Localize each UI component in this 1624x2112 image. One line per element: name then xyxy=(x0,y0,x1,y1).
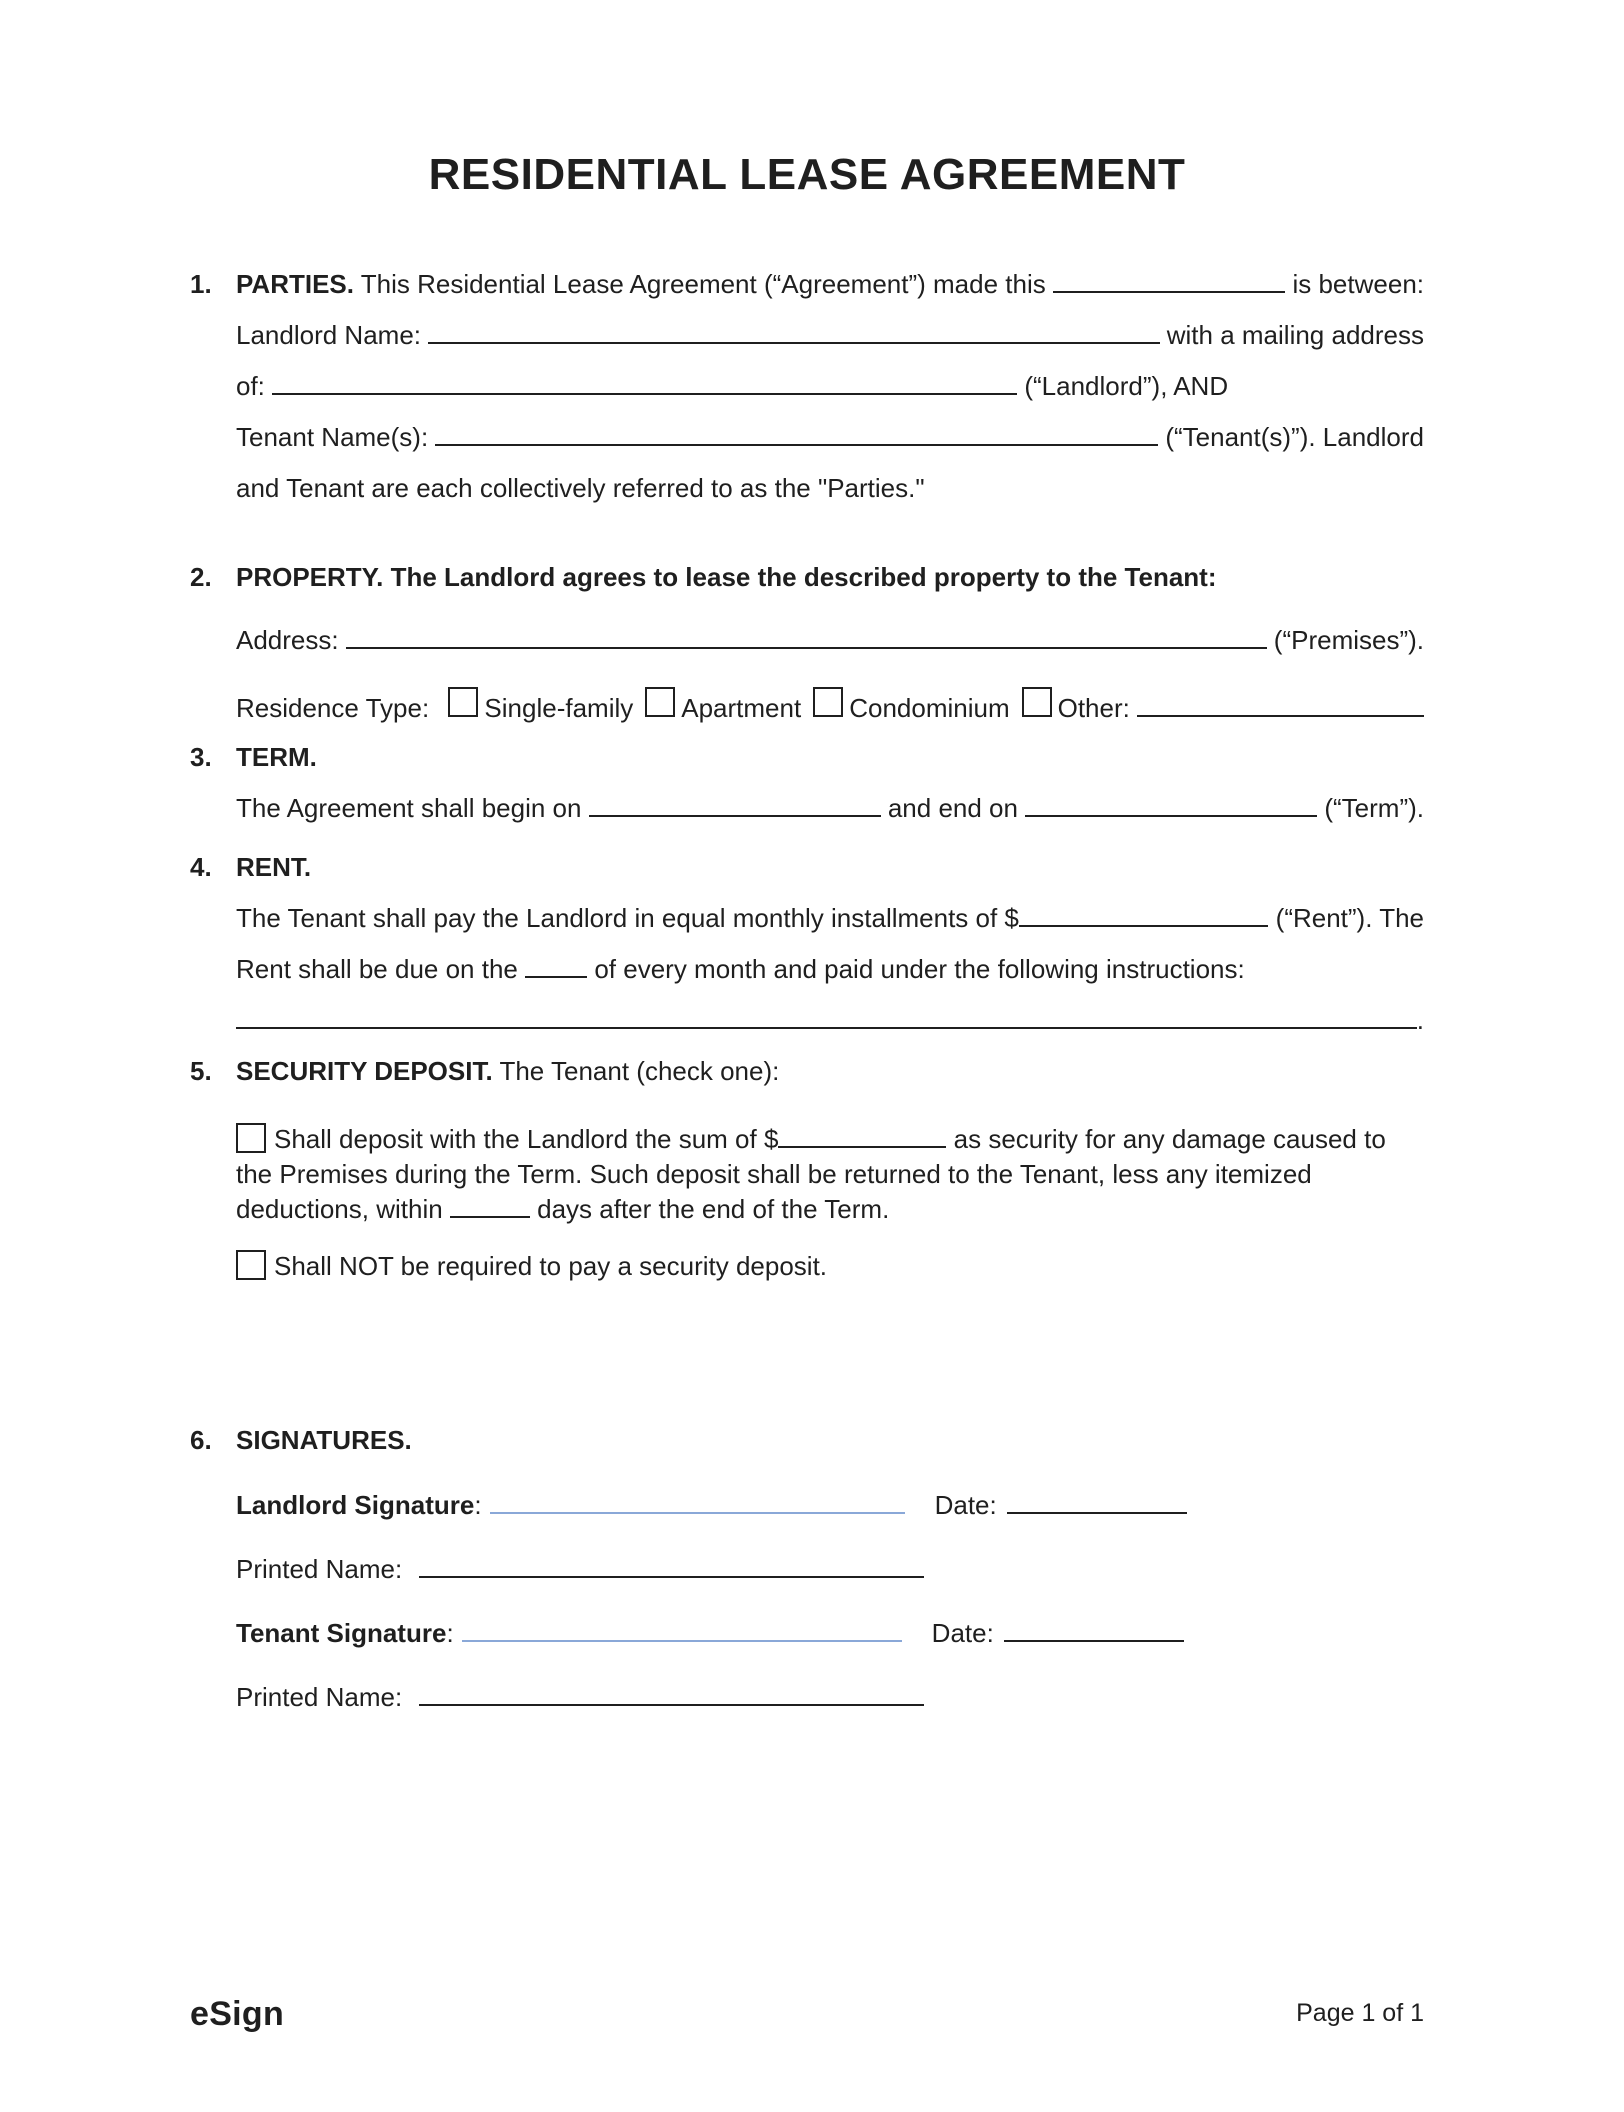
tenant-names-label: Tenant Name(s): xyxy=(236,422,436,452)
page-number: Page 1 of 1 xyxy=(1296,1999,1424,2027)
rent-due-line xyxy=(236,953,1424,986)
text-run: with a mailing address xyxy=(1159,320,1424,350)
landlord-signature-row xyxy=(236,1489,1424,1521)
blank-term-end-date[interactable] xyxy=(1025,815,1317,817)
printed-name-label: Printed Name: xyxy=(236,1682,410,1712)
parties-line-5 xyxy=(236,472,1424,505)
property-heading-line xyxy=(236,561,1424,594)
residence-type-label: Residence Type: xyxy=(236,693,437,723)
text-run: Shall deposit with the Landlord the sum of $ xyxy=(274,1124,779,1154)
checkbox-condominium[interactable] xyxy=(813,687,843,717)
section-signatures xyxy=(190,1424,1424,1713)
blank-deposit-return-days[interactable] xyxy=(450,1216,530,1218)
blank-payment-instructions[interactable] xyxy=(236,1027,1417,1029)
security-deposit-heading-line xyxy=(236,1055,1424,1088)
section-term xyxy=(190,741,1424,825)
section-number-2: 2. xyxy=(190,562,212,592)
blank-premises-address[interactable] xyxy=(346,647,1267,649)
landlord-signature-label: Landlord Signature xyxy=(236,1490,475,1520)
term-heading-line xyxy=(236,741,1424,774)
section-number-4: 4. xyxy=(190,852,212,882)
text-run: The Tenant (check one): xyxy=(492,1056,780,1086)
option-condominium-label: Condominium xyxy=(849,693,1010,723)
blank-rent-amount[interactable] xyxy=(1019,925,1269,927)
tenant-signature-line[interactable] xyxy=(462,1640,902,1642)
text-run: and Tenant are each collectively referred to as the "Parties." xyxy=(236,473,925,503)
security-deposit-heading: SECURITY DEPOSIT. xyxy=(236,1056,493,1086)
residence-type-line xyxy=(236,687,1424,725)
parties-line-3 xyxy=(236,370,1424,403)
term-heading: TERM. xyxy=(236,742,317,772)
text-run: (“Rent”). The xyxy=(1268,903,1424,933)
landlord-name-label: Landlord Name: xyxy=(236,320,429,350)
checkbox-no-deposit[interactable] xyxy=(236,1250,266,1280)
parties-line-2 xyxy=(236,319,1424,352)
property-address-line xyxy=(236,624,1424,657)
tenant-signature-label: Tenant Signature xyxy=(236,1618,447,1648)
text-run: This Residential Lease Agreement (“Agreement”) made this xyxy=(353,269,1053,299)
term-dates-line xyxy=(236,792,1424,825)
text-run: Shall NOT be required to pay a security deposit. xyxy=(274,1251,828,1281)
text-run: : xyxy=(474,1490,482,1520)
text-run: (“Tenant(s)”). Landlord xyxy=(1158,422,1424,452)
text-run: The Landlord agrees to lease the described property to the Tenant: xyxy=(383,562,1217,592)
section-rent xyxy=(190,851,1424,1037)
text-run: The Agreement shall begin on xyxy=(236,793,589,823)
blank-agreement-date[interactable] xyxy=(1053,291,1285,293)
tenant-signature-row xyxy=(236,1617,1424,1649)
rent-heading: RENT. xyxy=(236,852,312,882)
section-number-5: 5. xyxy=(190,1056,212,1086)
blank-rent-due-day[interactable] xyxy=(525,976,587,978)
address-label: Address: xyxy=(236,625,346,655)
text-run: (“Premises”). xyxy=(1266,625,1424,655)
option-apartment-label: Apartment xyxy=(681,693,802,723)
section-parties xyxy=(190,268,1424,505)
section-number-3: 3. xyxy=(190,742,212,772)
date-label: Date: xyxy=(931,1618,994,1648)
text-run: : xyxy=(446,1618,454,1648)
blank-term-start-date[interactable] xyxy=(589,815,881,817)
text-run: is between: xyxy=(1285,269,1424,299)
checkbox-deposit-required[interactable] xyxy=(236,1123,266,1153)
signatures-heading: SIGNATURES. xyxy=(236,1425,412,1455)
date-label: Date: xyxy=(934,1490,997,1520)
text-run: of every month and paid under the following instructions: xyxy=(587,954,1245,984)
tenant-printed-name[interactable] xyxy=(419,1704,924,1706)
text-run: The Tenant shall pay the Landlord in equal monthly installments of $ xyxy=(236,903,1019,933)
parties-heading: PARTIES. xyxy=(236,269,354,299)
blank-tenant-names[interactable] xyxy=(435,444,1158,446)
option-other-label: Other: xyxy=(1057,693,1138,723)
checkbox-single-family[interactable] xyxy=(448,687,478,717)
signatures-heading-line xyxy=(236,1424,1424,1457)
no-deposit-paragraph xyxy=(236,1249,1424,1284)
tenant-printed-name-row xyxy=(236,1681,1424,1713)
printed-name-label: Printed Name: xyxy=(236,1554,410,1584)
landlord-signature-date[interactable] xyxy=(1007,1512,1187,1514)
parties-line-4 xyxy=(236,421,1424,454)
section-property xyxy=(190,561,1424,725)
section-number-1: 1. xyxy=(190,269,212,299)
blank-landlord-name[interactable] xyxy=(428,342,1159,344)
blank-landlord-address[interactable] xyxy=(272,393,1017,395)
option-single-family-label: Single-family xyxy=(484,693,634,723)
rent-heading-line xyxy=(236,851,1424,884)
text-run: Rent shall be due on the xyxy=(236,954,526,984)
blank-deposit-amount[interactable] xyxy=(778,1146,946,1148)
parties-line-1 xyxy=(236,268,1424,301)
text-run: . xyxy=(1416,1005,1424,1035)
esign-logo: eSign xyxy=(190,1995,285,2033)
section-security-deposit xyxy=(190,1055,1424,1284)
landlord-printed-name-row xyxy=(236,1553,1424,1585)
payment-instructions-line xyxy=(236,1004,1424,1037)
deposit-required-paragraph xyxy=(236,1122,1424,1227)
text-run: and end on xyxy=(880,793,1026,823)
landlord-printed-name[interactable] xyxy=(419,1576,924,1578)
landlord-signature-line[interactable] xyxy=(490,1512,905,1514)
text-run: days after the end of the Term. xyxy=(529,1194,890,1224)
text-run: (“Term”). xyxy=(1317,793,1424,823)
rent-amount-line xyxy=(236,902,1424,935)
section-number-6: 6. xyxy=(190,1425,212,1455)
property-heading: PROPERTY. xyxy=(236,562,384,592)
blank-other-residence-type[interactable] xyxy=(1137,715,1424,717)
landlord-address-label: of: xyxy=(236,371,273,401)
checkbox-apartment[interactable] xyxy=(645,687,675,717)
document-title: RESIDENTIAL LEASE AGREEMENT xyxy=(428,150,1186,199)
text-run: as security for any damage caused to the Premises during the Term. Such deposit shall be returned to the Tenant, less any itemized deductions, within xyxy=(236,1124,1386,1224)
checkbox-other[interactable] xyxy=(1022,687,1052,717)
tenant-signature-date[interactable] xyxy=(1004,1640,1184,1642)
text-run: (“Landlord”), AND xyxy=(1017,371,1229,401)
